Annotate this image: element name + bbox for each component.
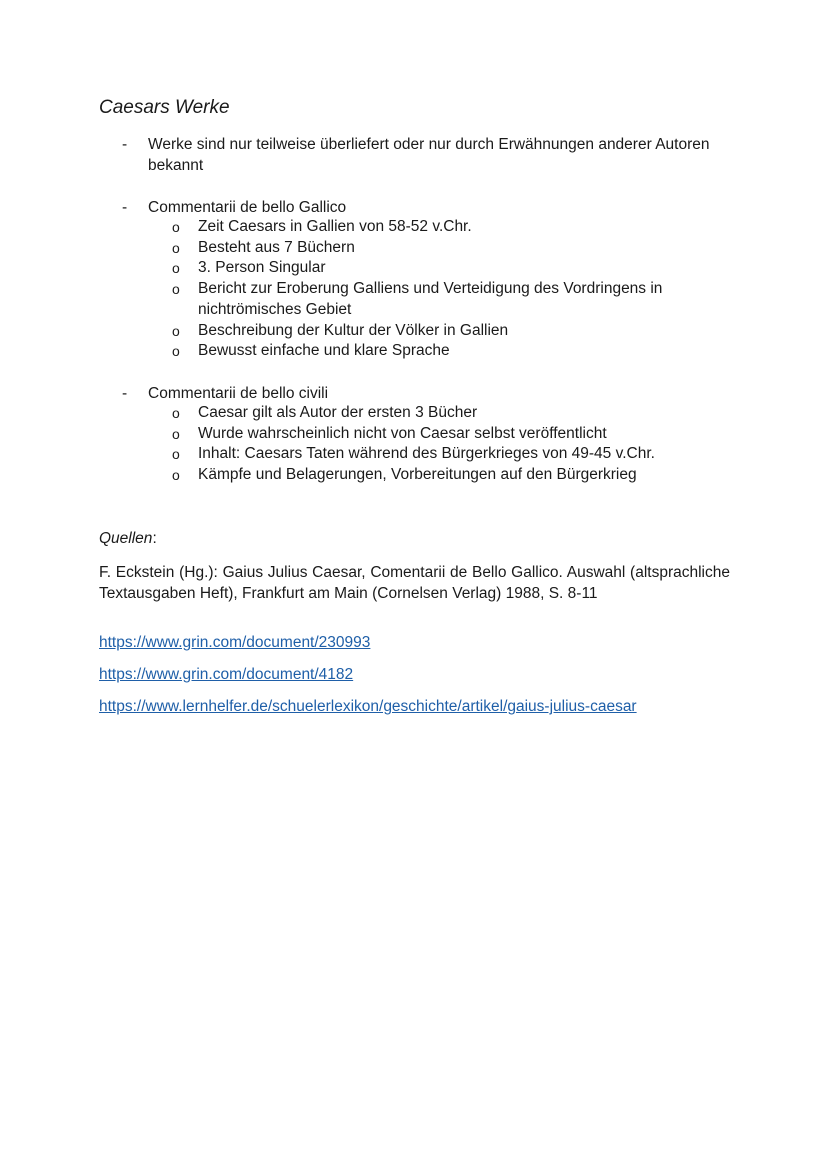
- circle-bullet-icon: o: [172, 343, 180, 360]
- section-title: Commentarii de bello Gallico: [148, 199, 347, 216]
- list-item: [172, 341, 732, 362]
- list-item: [172, 238, 732, 259]
- circle-bullet-icon: o: [172, 446, 180, 463]
- list-item: [172, 258, 732, 279]
- list-item-text: Beschreibung der Kultur der Völker in Gallien: [198, 321, 509, 339]
- list-item-text: Bewusst einfache und klare Sprache: [198, 342, 450, 360]
- circle-bullet-icon: o: [172, 281, 180, 298]
- sub-list: [172, 403, 732, 486]
- dash-marker: -: [122, 199, 128, 216]
- circle-bullet-icon: o: [172, 260, 180, 277]
- source-link[interactable]: https://www.grin.com/document/230993: [99, 634, 371, 651]
- list-item-text: Caesar gilt als Autor der ersten 3 Bücher: [198, 404, 478, 421]
- list-item: [172, 424, 732, 445]
- circle-bullet-icon: o: [172, 405, 180, 421]
- list-item: [172, 444, 732, 465]
- sub-list: [172, 217, 732, 362]
- list-item: [172, 465, 732, 486]
- list-item: [172, 279, 732, 320]
- dash-marker: -: [122, 385, 128, 402]
- sources-label: Quellen: [99, 530, 153, 547]
- list-item-text: Wurde wahrscheinlich nicht von Caesar selbst veröffentlicht: [198, 424, 607, 442]
- circle-bullet-icon: o: [172, 467, 180, 484]
- section-text: Werke sind nur teilweise überliefert oder nur durch Erwähnungen anderer Autoren bekannt: [148, 136, 710, 174]
- source-link[interactable]: https://www.grin.com/document/4182: [99, 666, 354, 683]
- list-item-text: Zeit Caesars in Gallien von 58-52 v.Chr.: [198, 218, 472, 235]
- page-title: Caesars Werke: [99, 97, 230, 118]
- circle-bullet-icon: o: [172, 425, 180, 442]
- list-item-text: 3. Person Singular: [198, 259, 326, 277]
- citation-text: F. Eckstein (Hg.): Gaius Julius Caesar, Comentarii de Bello Gallico. Auswahl (altsprachliche Textausgaben Heft), Frankfurt am Main (Cornelsen Verlag) 1988, S. 8-11: [99, 564, 730, 602]
- list-item-text: Inhalt: Caesars Taten während des Bürgerkrieges von 49-45 v.Chr.: [198, 445, 655, 463]
- dash-marker: -: [122, 136, 128, 153]
- list-item-text: Kämpfe und Belagerungen, Vorbereitungen auf den Bürgerkrieg: [198, 466, 637, 484]
- list-item: [172, 217, 732, 238]
- list-item-text: Besteht aus 7 Büchern: [198, 238, 355, 256]
- list-item: [172, 403, 732, 424]
- list-item: [172, 321, 732, 342]
- section-title: Commentarii de bello civili: [148, 385, 329, 402]
- sources-heading: [99, 530, 157, 548]
- list-item-text: Bericht zur Eroberung Galliens und Verteidigung des Vordringens in nichtrömisches Gebiet: [198, 280, 663, 318]
- circle-bullet-icon: o: [172, 239, 180, 256]
- circle-bullet-icon: o: [172, 322, 180, 339]
- sources-label-colon: :: [152, 530, 157, 547]
- circle-bullet-icon: o: [172, 219, 180, 235]
- source-link[interactable]: https://www.lernhelfer.de/schuelerlexikon/geschichte/artikel/gaius-julius-caesar: [99, 698, 637, 715]
